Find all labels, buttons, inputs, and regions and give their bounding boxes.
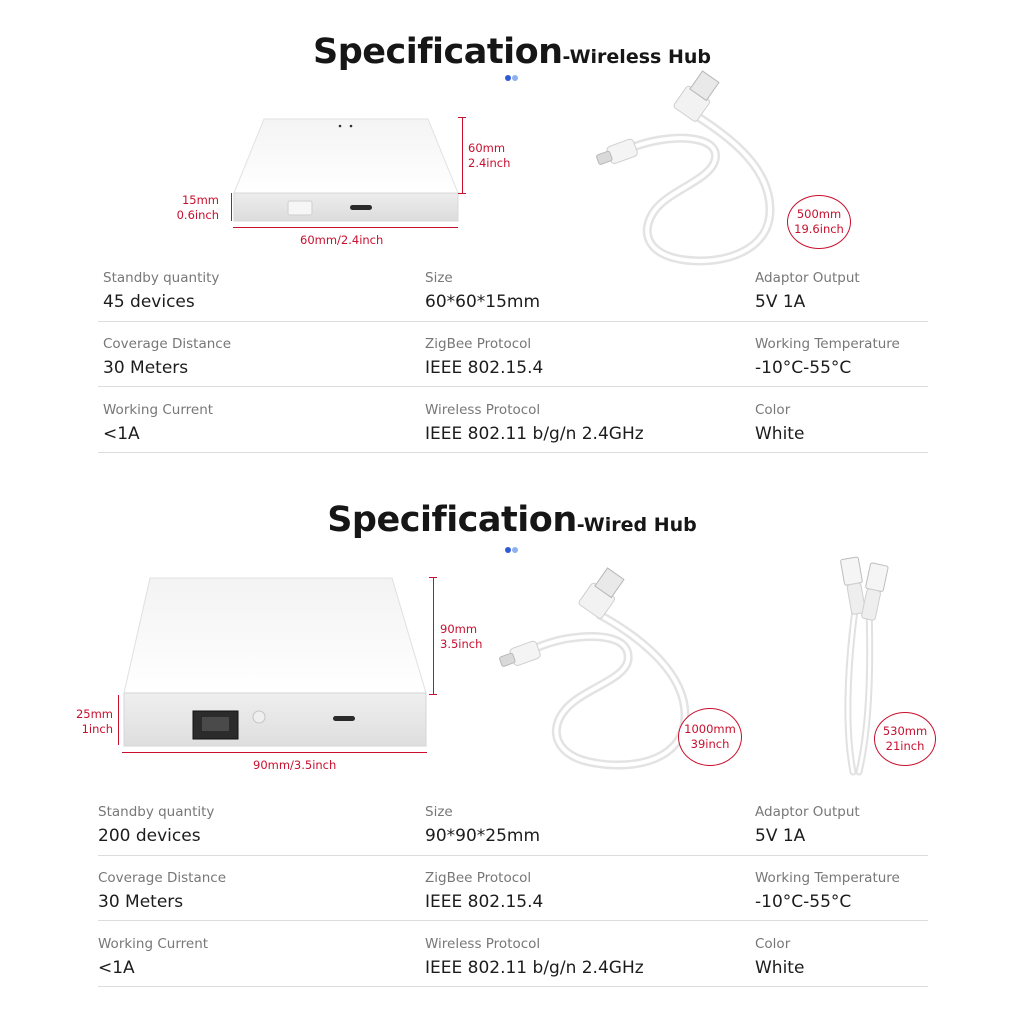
spec-label: Wireless Protocol <box>425 402 541 418</box>
spec-value: 200 devices <box>98 826 201 846</box>
spec-value: <1A <box>98 958 135 978</box>
wired-hub-device-image <box>120 575 430 750</box>
wireless-usb-cable-image <box>585 70 785 270</box>
spec-label: Standby quantity <box>98 804 215 820</box>
spec-value: <1A <box>103 424 140 444</box>
wired-height-tick-top <box>429 577 437 578</box>
spec-zigbee <box>425 870 543 912</box>
wireless-spec-table <box>98 270 928 455</box>
lan-cable-mm: 530mm <box>882 724 928 738</box>
wired-title-sub: -Wired Hub <box>576 514 697 536</box>
spec-temperature <box>755 870 900 912</box>
wireless-title <box>0 32 1024 72</box>
wireless-title-sub: -Wireless Hub <box>562 46 711 68</box>
wired-cable-mm: 1000mm <box>684 722 736 736</box>
spec-label: Size <box>425 804 453 820</box>
wired-depth-mm: 25mm <box>75 707 113 721</box>
spec-coverage <box>103 336 231 378</box>
spec-value: 5V 1A <box>755 826 806 846</box>
wired-height-mm: 90mm <box>440 622 478 636</box>
wireless-height-tick-bottom <box>458 193 466 194</box>
spec-wireless-protocol <box>425 936 644 978</box>
wireless-depth-in: 0.6inch <box>176 208 219 222</box>
spec-value: IEEE 802.15.4 <box>425 358 544 378</box>
spec-label: Coverage Distance <box>103 336 231 352</box>
spec-label: Wireless Protocol <box>425 936 541 952</box>
wireless-height-label <box>468 141 510 171</box>
spec-label: Working Temperature <box>755 336 900 352</box>
wired-width-line <box>122 752 427 753</box>
wireless-depth-label <box>174 193 219 223</box>
spec-value: 60*60*15mm <box>425 292 541 312</box>
spec-label: Coverage Distance <box>98 870 226 886</box>
wired-usb-cable-image <box>490 565 700 775</box>
table-row <box>98 270 928 322</box>
wired-usb-cable-length-callout <box>678 708 742 766</box>
spec-current <box>103 402 213 444</box>
spec-label: Working Current <box>103 402 214 418</box>
spec-label: Color <box>755 936 791 952</box>
wireless-cable-mm: 500mm <box>796 207 842 221</box>
spec-value: 5V 1A <box>755 292 806 312</box>
wireless-hub-device-image <box>230 115 460 225</box>
spec-label: Adaptor Output <box>755 804 860 820</box>
wireless-depth-line <box>231 193 232 221</box>
table-row <box>98 936 928 987</box>
spec-temperature <box>755 336 900 378</box>
spec-value: 30 Meters <box>103 358 189 378</box>
spec-value: 45 devices <box>103 292 195 312</box>
spec-standby <box>103 270 219 312</box>
spec-value: -10°C-55°C <box>755 892 852 912</box>
wired-title-main: Specification <box>327 500 577 540</box>
spec-value: 30 Meters <box>98 892 184 912</box>
spec-value: -10°C-55°C <box>755 358 852 378</box>
wired-title <box>0 500 1024 540</box>
spec-size <box>425 270 540 312</box>
wireless-height-line <box>462 117 463 193</box>
spec-label: Working Current <box>98 936 209 952</box>
lan-cable-in: 21inch <box>885 739 925 753</box>
table-row <box>98 804 928 856</box>
spec-value: White <box>755 424 805 444</box>
spec-label: Size <box>425 270 453 286</box>
wired-depth-line <box>118 695 119 745</box>
spec-label: ZigBee Protocol <box>425 336 532 352</box>
spec-coverage <box>98 870 226 912</box>
spec-wireless-protocol <box>425 402 644 444</box>
wired-height-label <box>440 622 482 652</box>
spec-value: 90*90*25mm <box>425 826 541 846</box>
wireless-height-in: 2.4inch <box>468 156 511 170</box>
wired-width-label: 90mm/3.5inch <box>253 758 337 772</box>
table-row <box>98 336 928 387</box>
wireless-cable-length-callout <box>787 195 851 249</box>
spec-value: IEEE 802.11 b/g/n 2.4GHz <box>425 424 644 444</box>
wireless-width-line <box>233 227 458 228</box>
spec-value: IEEE 802.15.4 <box>425 892 544 912</box>
wireless-title-dots <box>505 75 518 81</box>
table-row <box>98 870 928 921</box>
wireless-title-main: Specification <box>313 32 563 72</box>
wired-depth-label <box>68 707 113 737</box>
spec-standby <box>98 804 214 846</box>
wired-height-line <box>433 577 434 694</box>
lan-cable-length-callout <box>874 712 936 766</box>
spec-label: Adaptor Output <box>755 270 860 286</box>
spec-size <box>425 804 540 846</box>
wireless-height-mm: 60mm <box>468 141 506 155</box>
wired-cable-in: 39inch <box>690 737 730 751</box>
spec-current <box>98 936 208 978</box>
wireless-height-tick-top <box>458 117 466 118</box>
table-row <box>98 402 928 453</box>
spec-color <box>755 402 804 444</box>
wired-spec-table <box>98 804 928 989</box>
spec-adaptor <box>755 804 860 846</box>
wired-height-tick-bottom <box>429 694 437 695</box>
spec-label: Working Temperature <box>755 870 900 886</box>
spec-value: White <box>755 958 805 978</box>
spec-label: ZigBee Protocol <box>425 870 532 886</box>
wired-title-dots <box>505 547 518 553</box>
wireless-depth-mm: 15mm <box>181 193 219 207</box>
spec-color <box>755 936 804 978</box>
wired-height-in: 3.5inch <box>440 637 483 651</box>
spec-zigbee <box>425 336 543 378</box>
spec-label: Color <box>755 402 791 418</box>
wired-depth-in: 1inch <box>81 722 113 736</box>
wireless-width-label: 60mm/2.4inch <box>300 233 384 247</box>
wireless-cable-in: 19.6inch <box>794 222 844 236</box>
spec-label: Standby quantity <box>103 270 220 286</box>
spec-value: IEEE 802.11 b/g/n 2.4GHz <box>425 958 644 978</box>
spec-adaptor <box>755 270 860 312</box>
